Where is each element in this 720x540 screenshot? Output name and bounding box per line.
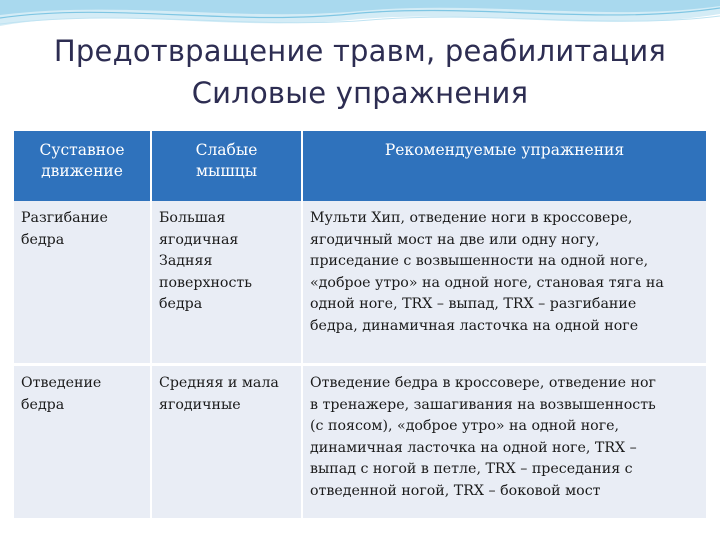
cell-muscles: Большая ягодичная Задняя поверхность бедра <box>152 201 303 366</box>
cell-exercises: Мульти Хип, отведение ноги в кроссовере, ягодичный мост на две или одну ногу, приседание с возвышенности на одной ноге, «доброе утро» на одной ноге, становая тяга на одной ноге, TRX – выпад, TRX – разгибание бедра, динамичная ласточка на одной ноге <box>303 201 706 366</box>
table-row <box>14 366 706 518</box>
slide-title <box>0 30 720 114</box>
table-header-row <box>14 131 706 201</box>
exercise-table <box>14 131 706 518</box>
cell-exercises: Отведение бедра в кроссовере, отведение ног в тренажере, зашагивания на возвышенность (с поясом), «доброе утро» на одной ноге, динамичная ласточка на одной ноге, TRX – выпад с ногой в петле, TRX – преседания с отведенной ногой, TRX – боковой мост <box>303 366 706 518</box>
header-recommended-exercises: Рекомендуемые упражнения <box>303 131 706 201</box>
title-line-2: Силовые упражнения <box>191 76 529 110</box>
cell-movement: Отведение бедра <box>14 366 152 518</box>
table-row <box>14 201 706 366</box>
cell-muscles: Средняя и мала ягодичные <box>152 366 303 518</box>
header-weak-muscles: Слабые мышцы <box>152 131 303 201</box>
cell-movement: Разгибание бедра <box>14 201 152 366</box>
title-line-1: Предотвращение травм, реабилитация <box>53 34 667 68</box>
header-joint-movement: Суставное движение <box>14 131 152 201</box>
